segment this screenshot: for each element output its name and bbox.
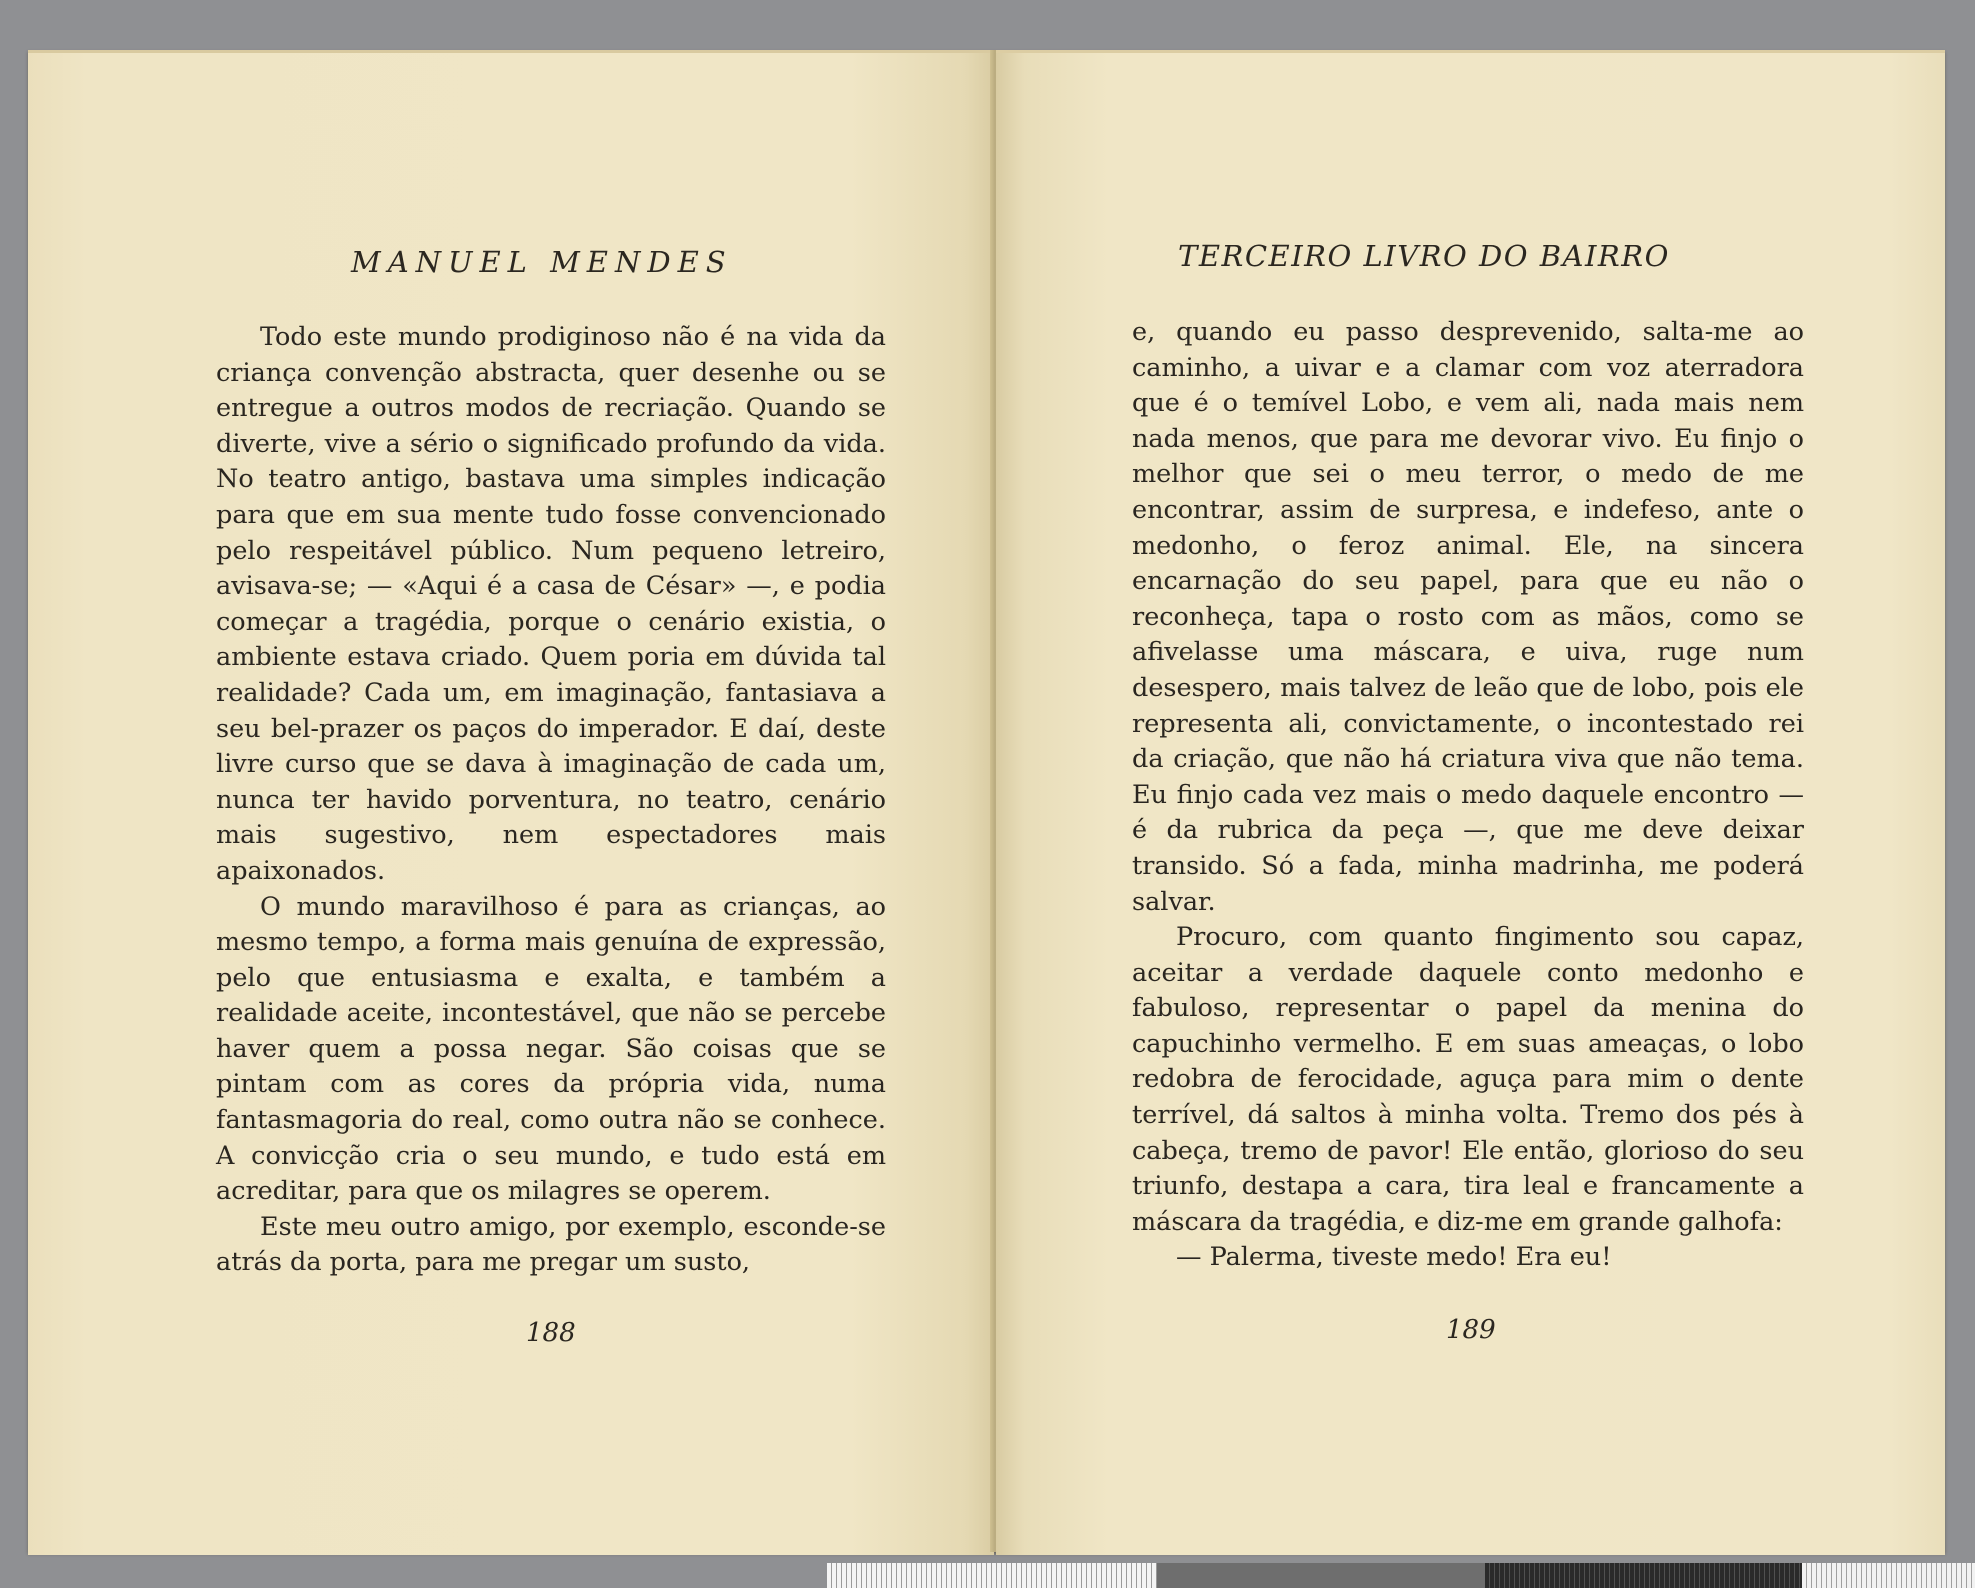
paragraph: O mundo maravilhoso é para as crianças, ao mesmo tempo, a forma mais genuína de expressão, pelo que entusiasma e exalta, e também a realidade aceite, incontestável, que não se percebe haver quem a possa negar. São coisas que se pintam com as cores da própria vida, numa fantasmagoria do real, como outra não se conhece. A convicção cria o seu mundo, e tudo está em acreditar, para que os milagres se operem.	[216, 891, 886, 1207]
running-head-title: TERCEIRO LIVRO DO BAIRRO	[1178, 239, 1670, 273]
right-page-body	[1132, 315, 1804, 1276]
paragraph: Todo este mundo prodiginoso não é na vida da criança convenção abstracta, quer desenhe ou se entregue a outros modos de recriação. Quando se diverte, vive a sério o significado profundo da vida. No teatro antigo, bastava uma simples indicação para que em sua mente tudo fosse convencionado pelo respeitável público. Num pequeno letreiro, avisava-se; — «Aqui é a casa de César» —, e podia começar a tragédia, porque o cenário existia, o ambiente estava criado. Quem poria em dúvida tal realidade? Cada um, em imaginação, fantasiava a seu bel-prazer os paços do imperador. E daí, deste livre curso que se dava à imaginação de cada um, nunca ter havido porventura, no teatro, cenário mais sugestivo, nem espectadores mais apaixonados.	[216, 322, 886, 886]
paragraph: Procuro, com quanto fingimento sou capaz, aceitar a verdade daquele conto medonho e fabuloso, representar o papel da menina do capuchinho vermelho. E em suas ameaças, o lobo redobra de ferocidade, aguça para mim o dente terrível, dá saltos à minha volta. Tremo dos pés à cabeça, tremo de pavor! Ele então, glorioso do seu triunfo, destapa a cara, tira leal e francamente a máscara da tragédia, e diz-me em grande galhofa:	[1132, 922, 1804, 1237]
page-number-left: 188	[526, 1318, 576, 1348]
left-page	[28, 50, 994, 1555]
left-page-body	[216, 320, 886, 1281]
ruler-segment	[1157, 1563, 1485, 1588]
ruler-segment	[1802, 1563, 1975, 1588]
right-page	[996, 50, 1945, 1555]
page-number-right: 189	[1446, 1315, 1496, 1345]
book-spread	[28, 50, 1945, 1552]
scale-ruler	[827, 1563, 1975, 1588]
paragraph: — Palerma, tiveste medo! Era eu!	[1176, 1242, 1612, 1273]
continued-paragraph: e, quando eu passo desprevenido, salta-me ao caminho, a uivar e a clamar com voz aterradora que é o temível Lobo, e vem ali, nada mais nem nada menos, que para me devorar vivo. Eu finjo o melhor que sei o meu terror, o medo de me encontrar, assim de surpresa, e indefeso, ante o medonho, o feroz animal. Ele, na sincera encarnação do seu papel, para que eu não o reconheça, tapa o rosto com as mãos, como se afivelasse uma máscara, e uiva, ruge num desespero, mais talvez de leão que de lobo, pois ele representa ali, convictamente, o incontestado rei da criação, que não há criatura viva que não tema. Eu finjo cada vez mais o medo daquele encontro — é da rubrica da peça —, que me deve deixar transido. Só a fada, minha madrinha, me poderá salvar.	[1132, 317, 1804, 917]
paragraph: Este meu outro amigo, por exemplo, esconde-se atrás da porta, para me pregar um susto,	[216, 1211, 886, 1278]
running-head-author: MANUEL MENDES	[351, 245, 733, 279]
ruler-segment	[827, 1563, 1157, 1588]
